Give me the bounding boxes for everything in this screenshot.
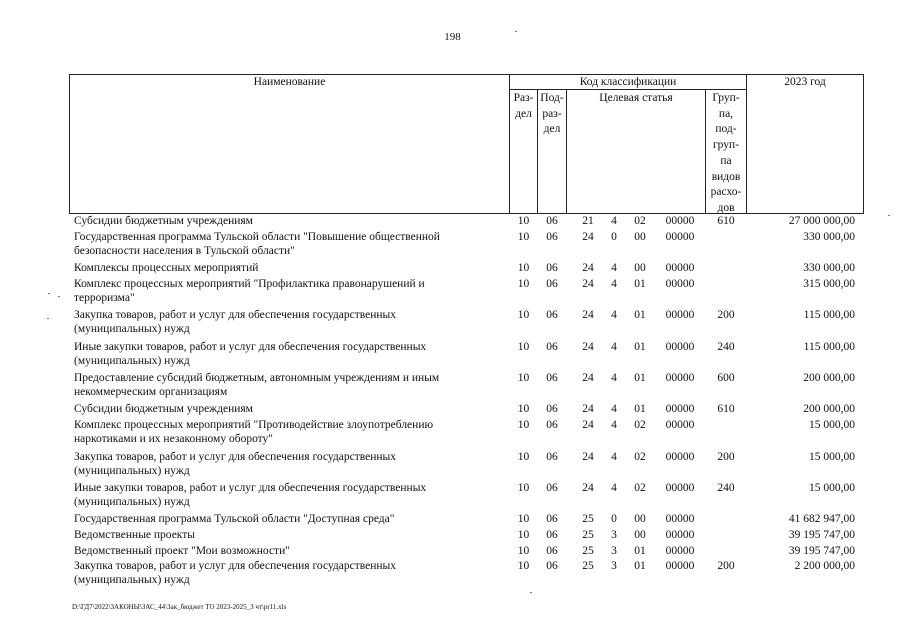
row-name-line: Закупка товаров, работ и услуг для обеспечения государственных [74,309,397,322]
row-code-t3: 01 [634,340,646,353]
row-code-t4: 00000 [665,419,695,432]
row-code-p: 06 [546,450,558,463]
row-code-r: 10 [517,309,530,322]
razdel-line: Раз- [513,92,534,104]
divider-podrazdel [566,90,567,214]
row-name [74,214,504,228]
row-code-p: 06 [546,403,558,416]
header-name: Наименование [253,76,326,88]
row-code-t4: 00000 [665,529,695,541]
row-code-t3: 01 [634,403,646,416]
row-code-t2: 4 [611,309,617,322]
row-name-line: Государственная программа Тульской области "Повышение общественной [74,230,440,243]
row-code-t1: 24 [582,277,594,290]
row-code-t4: 00000 [665,215,695,227]
podrazdel-line: раз- [542,107,562,120]
row-code-p: 06 [546,277,558,290]
row-name-line: наркотиками и их незаконному обороту" [74,433,273,446]
row-code-t1: 21 [582,215,594,227]
row-name-line: Ведомственный проект "Мои возможности" [74,544,290,557]
row-code-g: 200 [717,450,735,463]
row-code-t4: 00000 [665,544,695,557]
row-code-r: 10 [517,560,530,573]
row-name-line: безопасности населения в Тульской области" [74,244,295,257]
razdel-line: дел [515,107,532,120]
row-code-t2: 4 [611,215,617,227]
row-code-t4: 00000 [665,372,695,384]
header-year: 2023 год [784,76,826,88]
row-code-r: 10 [517,450,530,463]
row-name-line: Ведомственные проекты [74,529,195,541]
row-name [74,418,504,446]
row-code-t1: 24 [582,403,594,416]
row-name-line: (муниципальных) нужд [74,495,190,508]
row-code-t2: 0 [611,513,617,526]
row-name-line: Иные закупки товаров, работ и услуг для обеспечения государственных [74,481,427,494]
header-code: Код классификации [579,76,677,88]
row-amount: 41 682 947,00 [788,513,855,526]
scan-speck [888,215,890,216]
row-code-t1: 24 [582,419,594,432]
row-code-t1: 24 [582,450,594,463]
row-code-t2: 4 [611,262,617,275]
row-code-t2: 4 [611,403,617,416]
row-code-t3: 02 [634,419,646,432]
row-code-t2: 0 [611,230,617,243]
row-amount: 330 000,00 [803,262,855,275]
row-code-r: 10 [517,529,530,541]
row-name-line: Закупка товаров, работ и услуг для обеспечения государственных [74,560,397,573]
row-amount: 15 000,00 [809,419,855,432]
group-line: видов [711,170,741,183]
row-code-t1: 24 [582,262,594,275]
row-code-t2: 3 [611,544,617,557]
row-code-t3: 00 [634,262,646,275]
row-amount: 200 000,00 [803,403,855,416]
row-code-t3: 00 [634,513,646,526]
row-code-t1: 25 [582,513,594,526]
row-code-g: 240 [717,340,735,353]
row-code-g: 240 [717,481,735,494]
row-name-line: Закупка товаров, работ и услуг для обеспечения государственных [74,450,397,463]
group-line: па, [718,107,734,120]
row-code-t2: 3 [611,560,617,573]
row-name-line: некоммерческим организациям [74,386,228,398]
header-podrazdel [538,91,566,138]
row-code-t2: 4 [611,419,617,432]
row-code-t4: 00000 [665,262,695,275]
row-code-p: 06 [546,230,558,243]
row-name [74,512,504,526]
row-code-r: 10 [517,262,530,275]
podrazdel-line: Под- [540,92,564,104]
row-code-g: 200 [717,309,735,322]
row-code-p: 06 [546,481,558,494]
row-code-t4: 00000 [665,560,695,573]
row-name-line: терроризма" [74,291,135,304]
row-code-t4: 00000 [665,481,695,494]
row-amount: 115 000,00 [803,309,855,322]
row-name [74,528,504,542]
row-name-line: Субсидии бюджетным учреждениям [74,215,253,227]
row-code-r: 10 [517,481,530,494]
row-code-p: 06 [546,529,558,541]
row-code-t4: 00000 [665,340,695,353]
row-code-r: 10 [517,277,530,290]
row-code-t2: 4 [611,481,617,494]
row-name [74,544,504,558]
row-code-g: 200 [717,560,735,573]
row-code-t4: 00000 [665,309,695,322]
scan-speck [515,31,517,32]
scan-speck [47,318,49,319]
row-name-line: (муниципальных) нужд [74,323,190,336]
group-line: расхо- [710,186,742,199]
row-code-t3: 02 [634,450,646,463]
row-code-t1: 25 [582,544,594,557]
scan-speck [58,296,60,297]
row-name [74,559,504,587]
row-code-t4: 00000 [665,277,695,290]
row-code-p: 06 [546,419,558,432]
row-name-line: (муниципальных) нужд [74,574,190,587]
row-code-t4: 00000 [665,513,695,526]
row-code-r: 10 [517,340,530,353]
row-name [74,371,504,399]
row-name [74,450,504,478]
row-code-t3: 01 [634,560,646,573]
row-amount: 27 000 000,00 [788,215,855,227]
row-code-p: 06 [546,560,558,573]
row-amount: 200 000,00 [803,372,855,384]
row-name-line: Государственная программа Тульской области "Доступная среда" [74,513,395,526]
divider-year [746,74,747,214]
row-code-r: 10 [517,403,530,416]
row-code-t3: 00 [634,230,646,243]
row-code-p: 06 [546,309,558,322]
row-code-t3: 02 [634,215,646,227]
row-code-t1: 24 [582,372,594,384]
row-name-line: Субсидии бюджетным учреждениям [74,403,253,416]
row-name [74,402,504,416]
podrazdel-line: дел [543,123,561,135]
row-code-t1: 25 [582,529,594,541]
row-code-t2: 4 [611,277,617,290]
row-name-line: Комплекс процессных мероприятий "Противодействие злоупотреблению [74,419,434,432]
page-number: 198 [444,31,461,43]
row-amount: 315 000,00 [803,277,855,290]
row-code-t4: 00000 [665,450,695,463]
file-path-footer: D:\ГД7\2022\ЗАКОНЫ\ЗАС_44\Зак_бюджет ТО 2023-2025_3 чт\pr11.xls [72,603,287,611]
row-amount: 15 000,00 [809,481,855,494]
row-code-p: 06 [546,544,558,557]
row-name [74,481,504,509]
row-code-t4: 00000 [665,403,695,416]
row-code-p: 06 [546,340,558,353]
row-code-r: 10 [517,372,530,384]
row-amount: 39 195 747,00 [788,544,855,557]
row-code-t3: 00 [634,529,646,541]
group-line: груп- [712,139,740,152]
row-amount: 15 000,00 [809,450,855,463]
row-amount: 115 000,00 [803,340,855,353]
row-code-t1: 24 [582,230,594,243]
row-code-g: 610 [717,403,735,416]
row-code-r: 10 [517,544,530,557]
row-code-t1: 25 [582,560,594,573]
row-code-t2: 3 [611,529,617,541]
scan-speck [48,293,50,294]
row-name [74,277,504,305]
row-name-line: (муниципальных) нужд [74,354,190,367]
row-name-line: Комплекс процессных мероприятий "Профилактика правонарушений и [74,277,425,290]
row-code-p: 06 [546,372,558,384]
row-name-line: Предоставление субсидий бюджетным, автономным учреждениям и иным [74,372,440,384]
group-line: Груп- [712,92,740,104]
row-code-t3: 01 [634,544,646,557]
row-amount: 39 195 747,00 [788,529,855,541]
row-code-t3: 01 [634,309,646,322]
header-group [706,91,746,217]
row-code-r: 10 [517,513,530,526]
row-code-r: 10 [517,419,530,432]
row-code-t3: 01 [634,277,646,290]
row-name [74,340,504,368]
header-target: Целевая статья [599,92,673,104]
group-line: под- [715,123,737,136]
header-razdel [510,91,537,122]
group-line: дов [717,201,735,214]
row-code-g: 610 [717,215,735,227]
row-code-p: 06 [546,262,558,275]
row-code-p: 06 [546,513,558,526]
row-code-r: 10 [517,215,530,227]
row-name-line: (муниципальных) нужд [74,464,190,477]
row-amount: 330 000,00 [803,230,855,243]
row-code-r: 10 [517,230,530,243]
row-code-t2: 4 [611,372,617,384]
row-code-t1: 24 [582,340,594,353]
row-name-line: Комплексы процессных мероприятий [74,262,259,275]
row-name-line: Иные закупки товаров, работ и услуг для обеспечения государственных [74,340,427,353]
group-line: па [720,154,732,167]
scan-speck [530,592,532,593]
row-code-p: 06 [546,215,558,227]
row-code-t1: 24 [582,309,594,322]
row-amount: 2 200 000,00 [794,560,855,573]
row-name [74,308,504,336]
row-code-t3: 02 [634,481,646,494]
row-name [74,230,504,258]
row-code-t2: 4 [611,340,617,353]
row-code-t3: 01 [634,372,646,384]
row-code-t4: 00000 [665,230,695,243]
row-name [74,261,504,275]
row-code-t2: 4 [611,450,617,463]
row-code-t1: 24 [582,481,594,494]
row-code-g: 600 [717,372,735,384]
